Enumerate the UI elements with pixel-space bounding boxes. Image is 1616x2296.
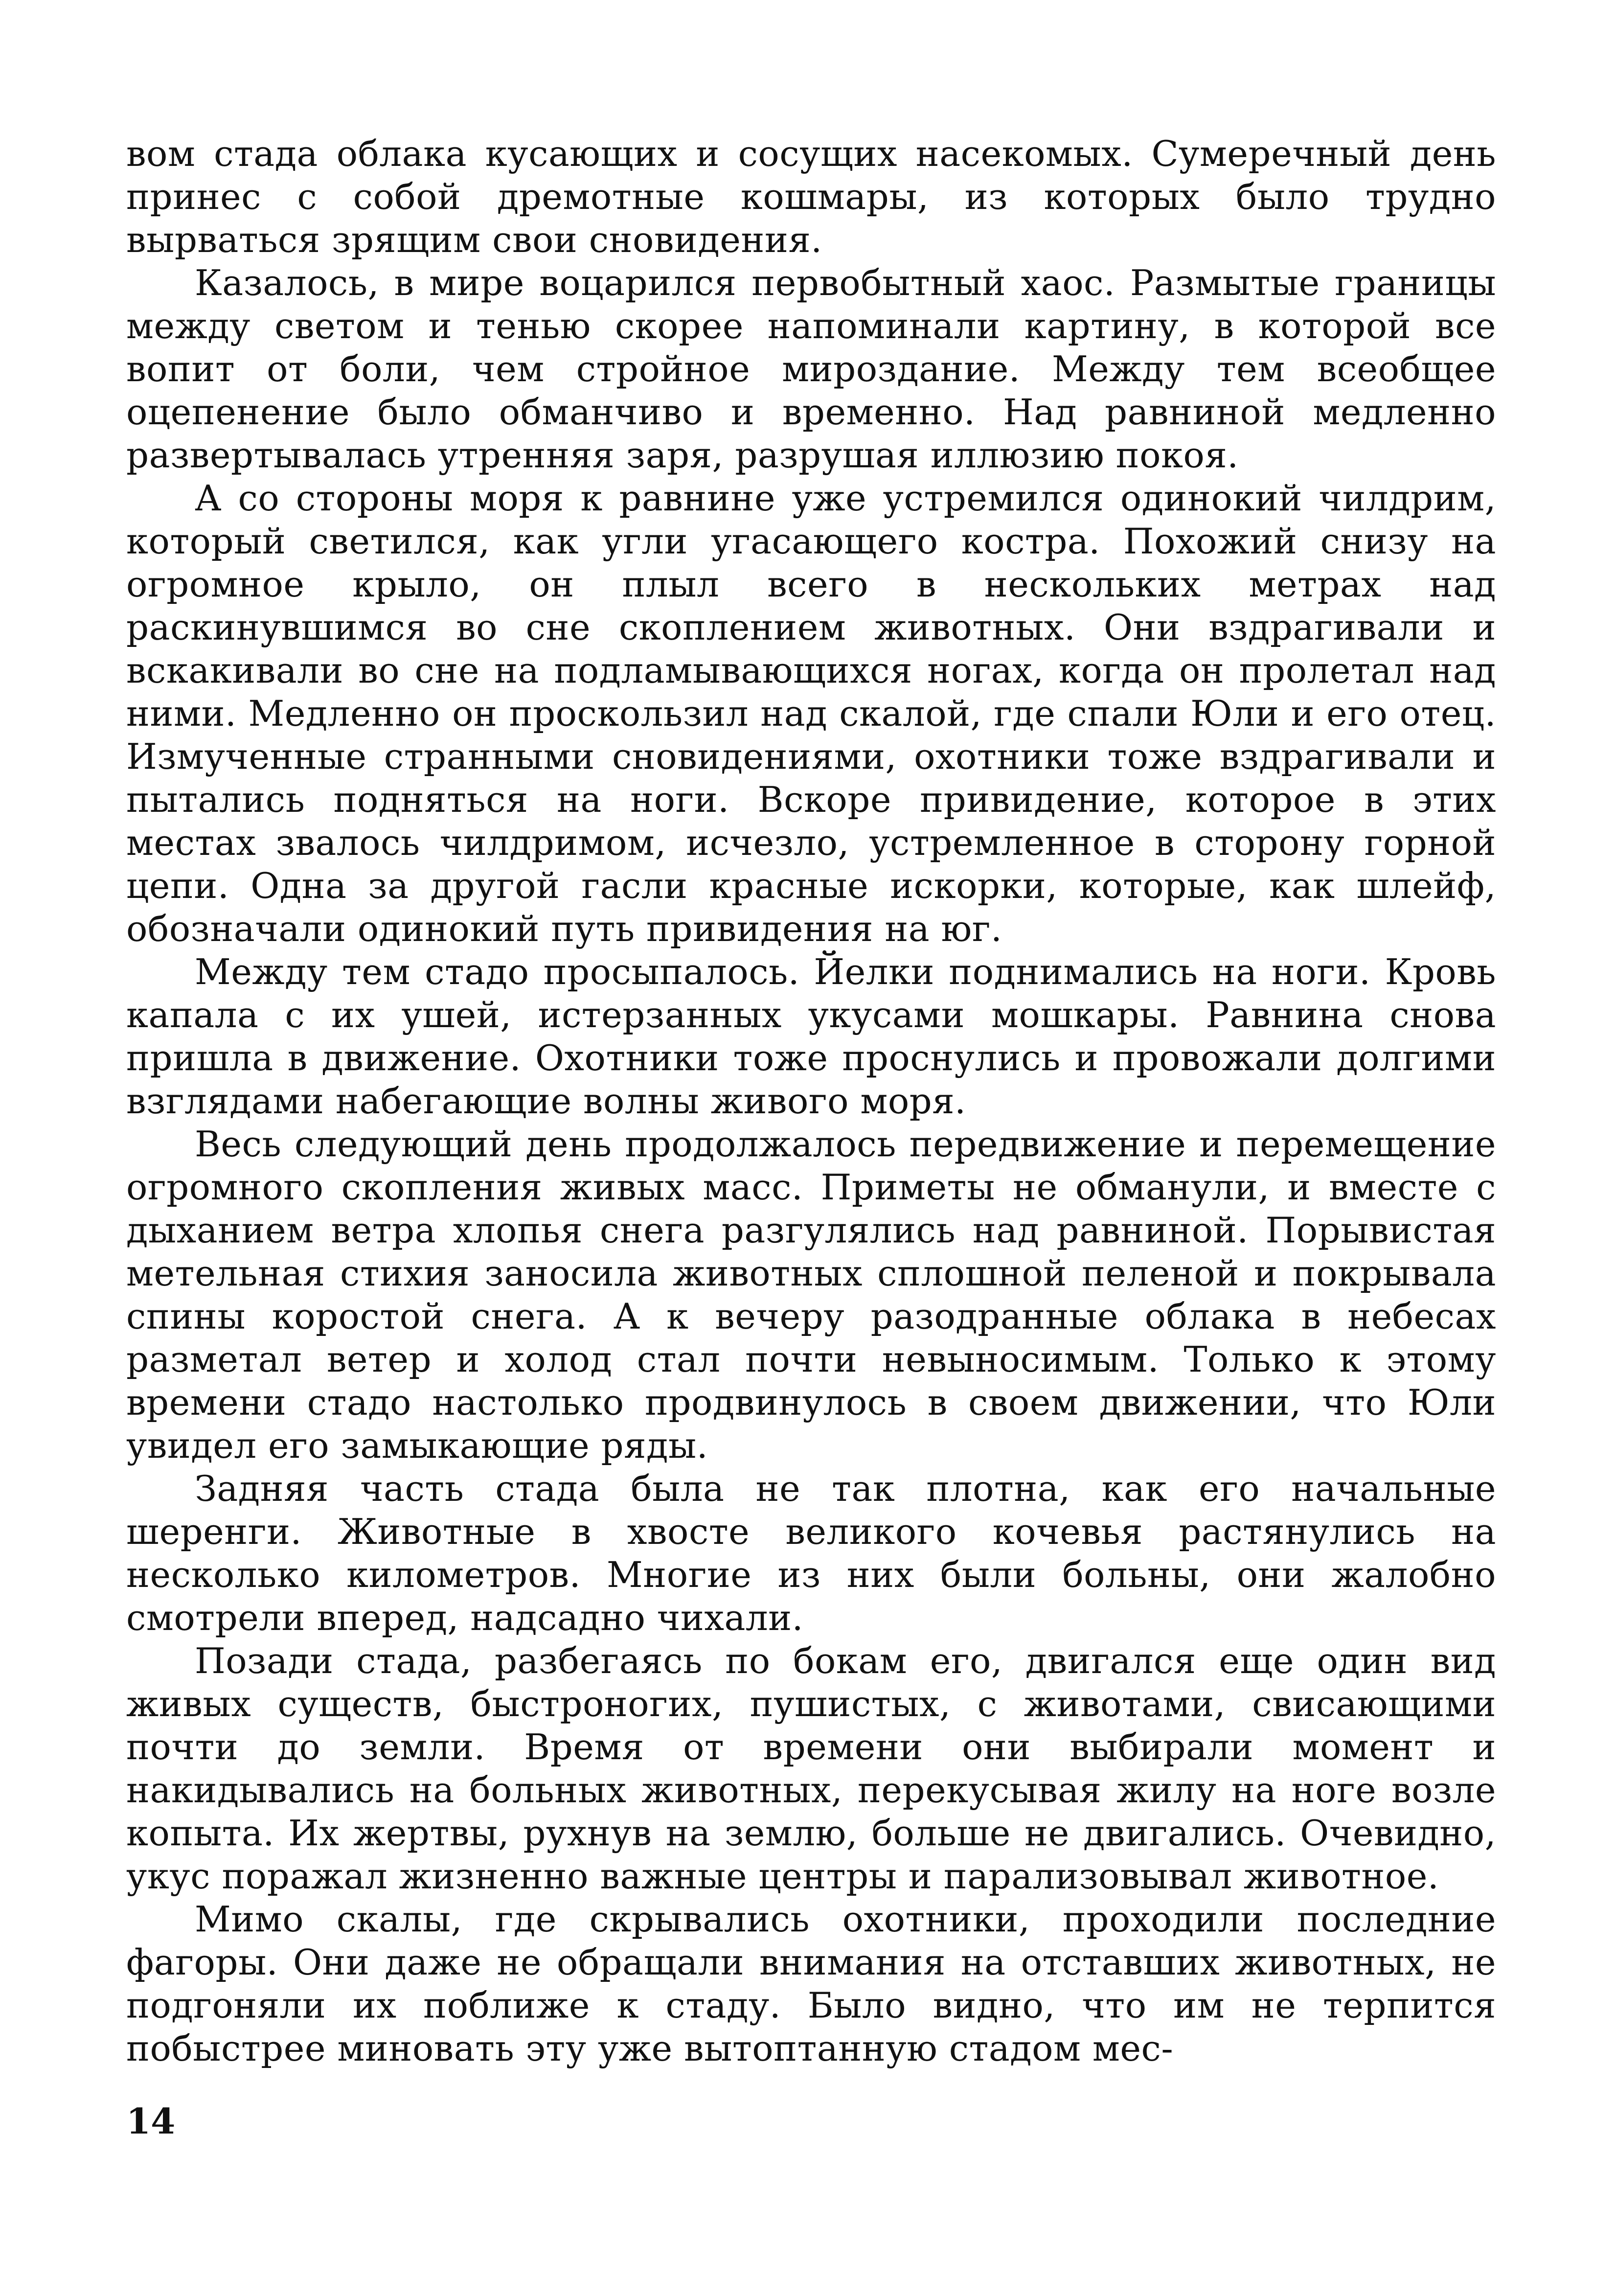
paragraph: Весь следующий день продолжалось передвижение и перемещение огромного скопления живых масс. Приметы не обманули, и вместе с дыханием ветра хлопья снега разгулялись над равниной. Порывистая метельная стихия заносила животных сплошной пеленой и покрывала спины коростой снега. А к вечеру разодранные облака в небесах разметал ветер и холод стал почти невыносимым. Только к этому времени стадо настолько продвинулось в своем движении, что Юли увидел его замыкающие ряды. — [126, 1124, 1496, 1466]
paragraph: Задняя часть стада была не так плотна, как его начальные шеренги. Животные в хвосте великого кочевья растянулись на несколько километров. Многие из них были больны, они жалобно смотрели вперед, надсадно чихали. — [126, 1468, 1496, 1638]
paragraph: Позади стада, разбегаясь по бокам его, двигался еще один вид живых существ, быстроногих, пушистых, с животами, свисающими почти до земли. Время от времени они выбирали момент и накидывались на больных животных, перекусывая жилу на ноге возле копыта. Их жертвы, рухнув на землю, больше не двигались. Очевидно, укус поражал жизненно важные центры и парализовывал животное. — [126, 1640, 1496, 1897]
page-body — [126, 132, 1496, 2070]
paragraph: вом стада облака кусающих и сосущих насекомых. Сумеречный день принес с собой дремотные кошмары, из которых было трудно вырваться зрящим свои сновидения. — [126, 133, 1496, 260]
page-number: 14 — [126, 2100, 176, 2142]
paragraph: А со стороны моря к равнине уже устремился одинокий чилдрим, который светился, как угли угасающего костра. Похожий снизу на огромное крыло, он плыл всего в нескольких метрах над раскинувшимся во сне скоплением животных. Они вздрагивали и вскакивали во сне на подламывающихся ногах, когда он пролетал над ними. Медленно он проскользил над скалой, где спали Юли и его отец. Измученные странными сновидениями, охотники тоже вздрагивали и пытались подняться на ноги. Вскоре привидение, которое в этих местах звалось чилдримом, исчезло, устремленное в сторону горной цепи. Одна за другой гасли красные искорки, которые, как шлейф, обозначали одинокий путь привидения на юг. — [126, 478, 1496, 949]
paragraph: Мимо скалы, где скрывались охотники, проходили последние фагоры. Они даже не обращали внимания на отставших животных, не подгоняли их поближе к стаду. Было видно, что им не терпится побыстрее миновать эту уже вытоптанную стадом мес- — [126, 1899, 1496, 2069]
paragraph: Казалось, в мире воцарился первобытный хаос. Размытые границы между светом и тенью скорее напоминали картину, в которой все вопит от боли, чем стройное мироздание. Между тем всеобщее оцепенение было обманчиво и временно. Над равниной медленно развертывалась утренняя заря, разрушая иллюзию покоя. — [126, 262, 1496, 476]
paragraph: Между тем стадо просыпалось. Йелки поднимались на ноги. Кровь капала с их ушей, истерзанных укусами мошкары. Равнина снова пришла в движение. Охотники тоже проснулись и провожали долгими взглядами набегающие волны живого моря. — [126, 951, 1496, 1122]
